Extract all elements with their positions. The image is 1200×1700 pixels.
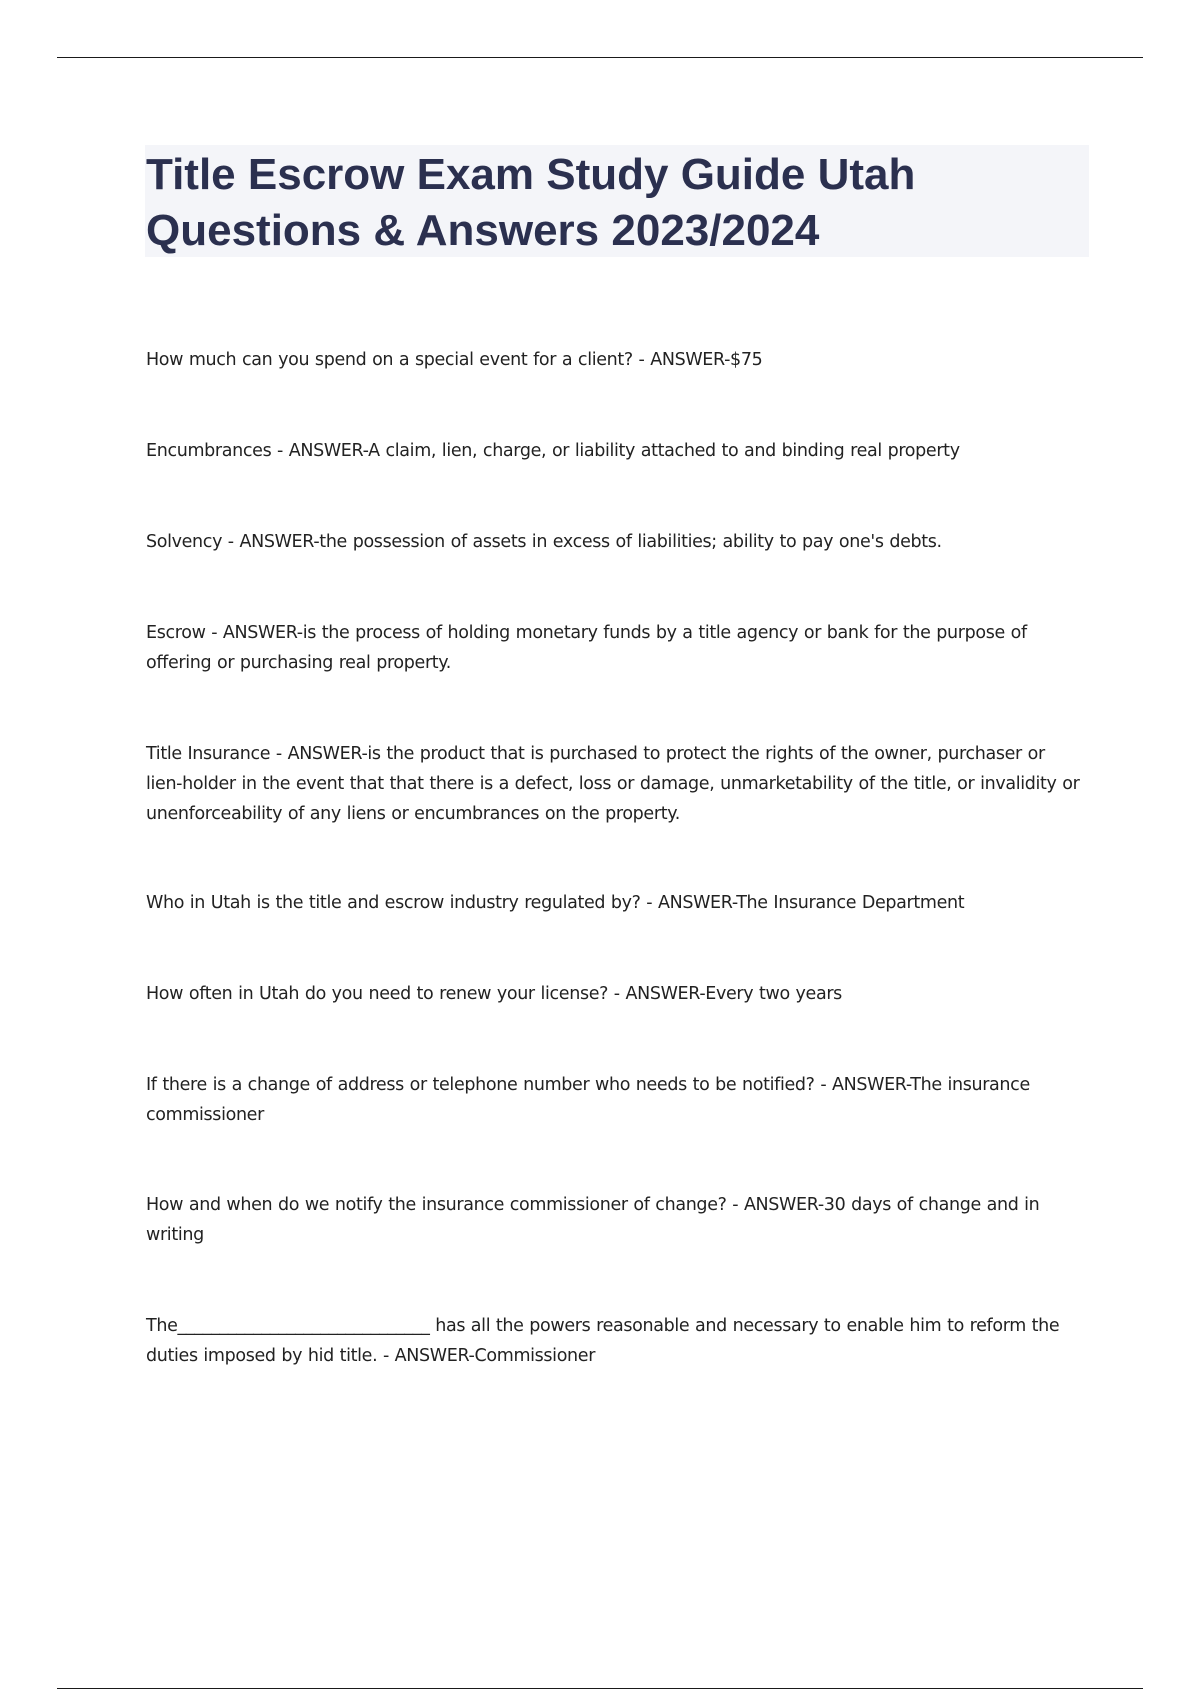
page-title — [146, 147, 1086, 259]
title-line-1: Title Escrow Exam Study Guide Utah — [146, 150, 916, 199]
qa-item: Title Insurance - ANSWER-is the product that is purchased to protect the rights of the owner, purchaser or lien-holder in the event that that there is a defect, loss or damage, unmarketability of the title, or invalidity or unenforceability of any liens or encumbrances on the property. — [146, 744, 1080, 824]
qa-item: If there is a change of address or telephone number who needs to be notified? - ANSWER-The insurance commissioner — [146, 1075, 1030, 1125]
qa-item: How and when do we notify the insurance commissioner of change? - ANSWER-30 days of change and in writing — [146, 1195, 1040, 1245]
qa-item: The______________________________ has all the powers reasonable and necessary to enable him to reform the duties imposed by hid title. - ANSWER-Commissioner — [146, 1316, 1060, 1366]
top-rule — [57, 57, 1143, 58]
qa-item: How often in Utah do you need to renew your license? - ANSWER-Every two years — [146, 984, 842, 1004]
qa-item: Escrow - ANSWER-is the process of holding monetary funds by a title agency or bank for the purpose of offering or purchasing real property. — [146, 623, 1027, 673]
qa-item: Who in Utah is the title and escrow industry regulated by? - ANSWER-The Insurance Department — [146, 893, 965, 913]
bottom-rule — [57, 1688, 1143, 1689]
qa-item: How much can you spend on a special event for a client? - ANSWER-$75 — [146, 350, 763, 370]
qa-item: Solvency - ANSWER-the possession of assets in excess of liabilities; ability to pay one's debts. — [146, 532, 942, 552]
qa-item: Encumbrances - ANSWER-A claim, lien, charge, or liability attached to and binding real property — [146, 441, 960, 461]
title-line-2: Questions & Answers 2023/2024 — [146, 206, 820, 255]
